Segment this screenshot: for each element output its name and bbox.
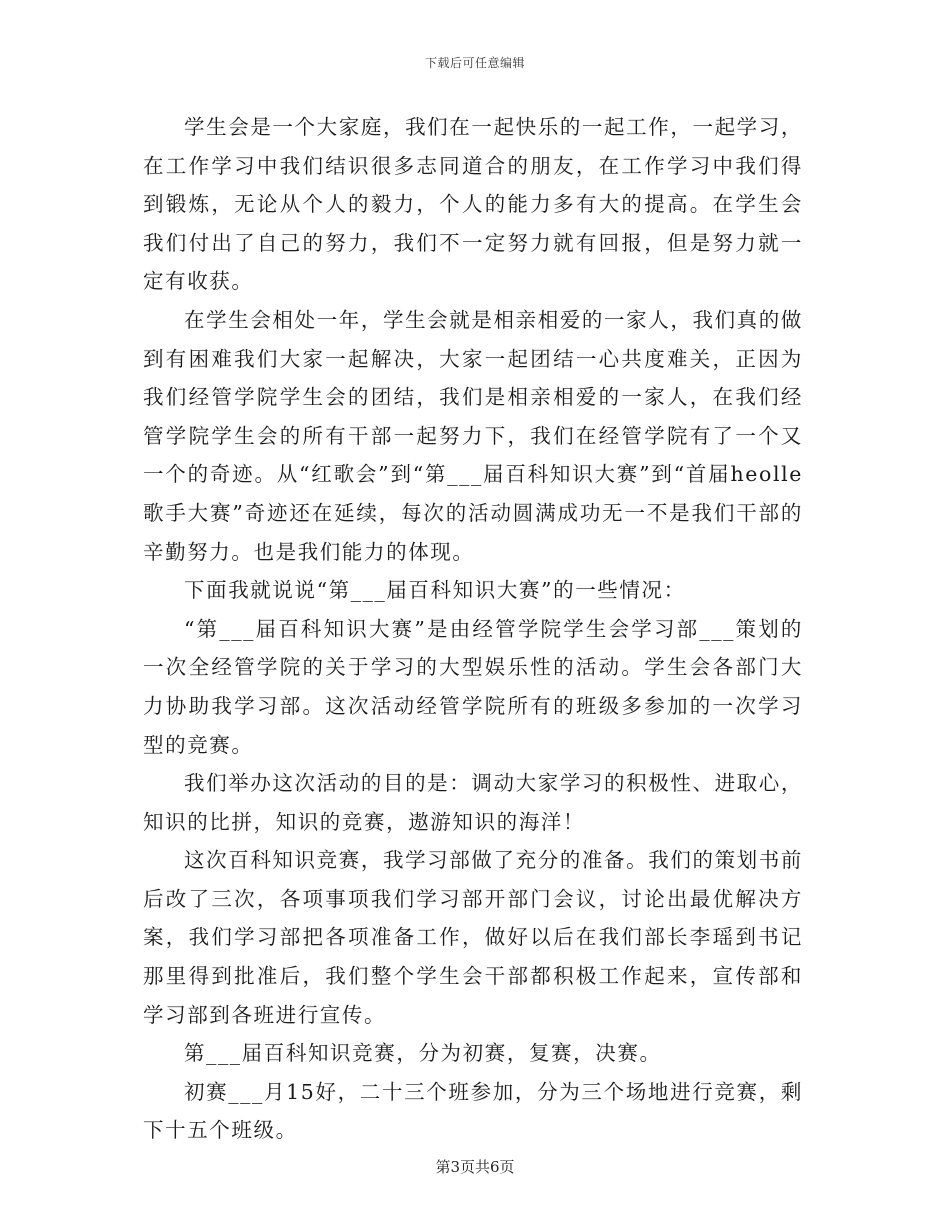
paragraph-3: 下面我就说说“第___届百科知识大赛”的一些情况：: [184, 578, 686, 603]
paragraph-5: 我们举办这次活动的目的是：调动大家学习的积极性、进取心，知识的比拼，知识的竞赛，遨游知识的海洋！: [143, 771, 803, 834]
paragraph-1: 学生会是一个大家庭，我们在一起快乐的一起工作，一起学习，在工作学习中我们结识很多志同道合的朋友，在工作学习中我们得到锻炼，无论从个人的毅力，个人的能力多有大的提高。在学生会我们付出了自己的努力，我们不一定努力就有回报，但是努力就一定有收获。: [143, 115, 803, 294]
paragraph-6: 这次百科知识竞赛，我学习部做了充分的准备。我们的策划书前后改了三次，各项事项我们学习部开部门会议，讨论出最优解决方案，我们学习部把各项准备工作，做好以后在我们部长李瑶到书记那里得到批准后，我们整个学生会干部都积极工作起来，宣传部和学习部到各班进行宣传。: [143, 848, 803, 1027]
paragraph-2: 在学生会相处一年，学生会就是相亲相爱的一家人，我们真的做到有困难我们大家一起解决，大家一起团结一心共度难关，正因为我们经管学院学生会的团结，我们是相亲相爱的一家人，在我们经管学院学生会的所有干部一起努力下，我们在经管学院有了一个又一个的奇迹。从“红歌会”到“第___届百科知识大赛”到“首届heolle歌手大赛”奇迹还在延续，每次的活动圆满成功无一不是我们干部的辛勤努力。也是我们能力的体现。: [143, 307, 803, 564]
page-footer: 第3页共6页: [435, 1158, 515, 1176]
paragraph-4: “第___届百科知识大赛”是由经管学院学生会学习部___策划的一次全经管学院的关于学习的大型娱乐性的活动。学生会各部门大力协助我学习部。这次活动经管学院所有的班级多参加的一次学习型的竞赛。: [143, 616, 803, 757]
paragraph-8: 初赛___月15好，二十三个班参加，分为三个场地进行竞赛，剩下十五个班级。: [143, 1079, 803, 1143]
paragraph-7: 第___届百科知识竞赛，分为初赛，复赛，决赛。: [184, 1041, 662, 1066]
page-header: 下载后可任意编辑: [424, 56, 525, 70]
document-body: [143, 108, 803, 1150]
